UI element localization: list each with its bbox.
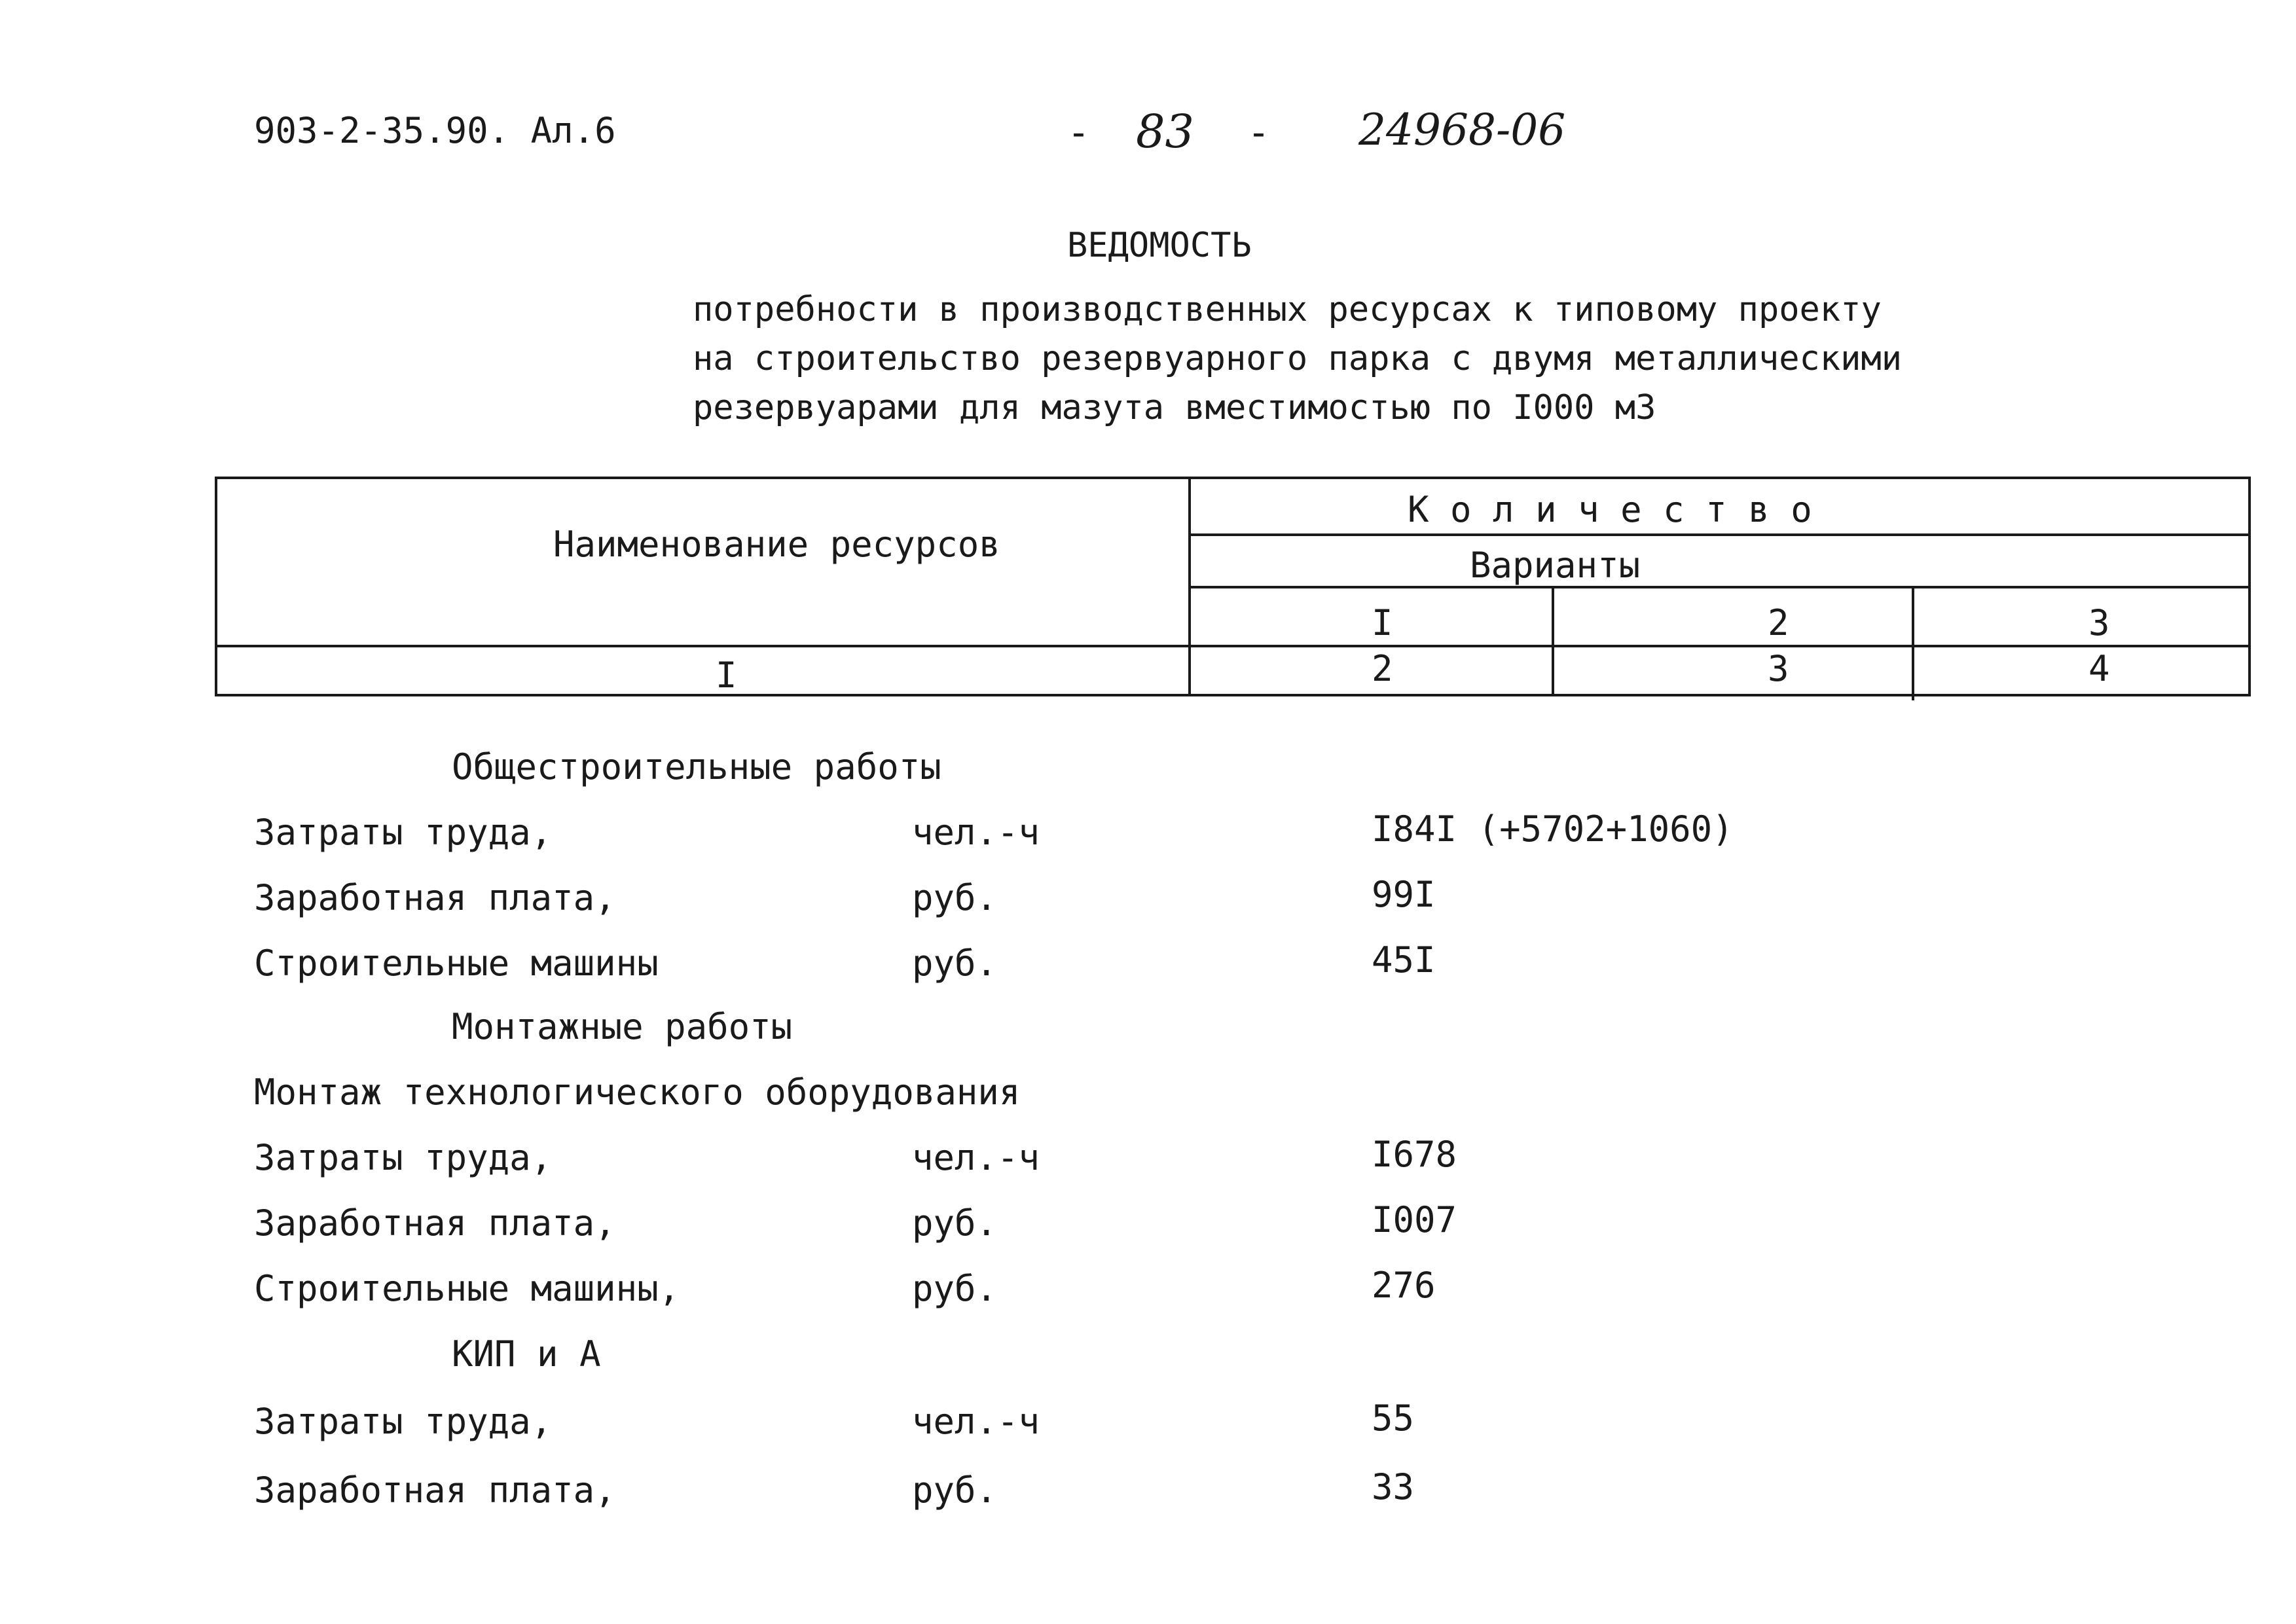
column-number-4: 4 xyxy=(2088,648,2110,689)
row-label: Заработная плата, xyxy=(254,1470,616,1511)
row-unit: руб. xyxy=(912,1268,998,1309)
header-variant-1: I xyxy=(1372,602,1393,643)
header-variant-3: 3 xyxy=(2088,602,2110,643)
subtitle-line-3: резервуарами для мазута вместимостью по I000 м3 xyxy=(693,388,1656,427)
section-title-general-construction: Общестроительные работы xyxy=(452,746,941,787)
row-value: 55 xyxy=(1372,1398,1415,1439)
row-label: Заработная плата, xyxy=(254,1202,616,1244)
page-dash-right: - xyxy=(1247,110,1270,154)
page-dash-left: - xyxy=(1067,110,1090,154)
row-unit: руб. xyxy=(912,877,998,918)
row-value: 276 xyxy=(1372,1265,1436,1306)
row-label: Затраты труда, xyxy=(254,1401,553,1442)
header-variant-2: 2 xyxy=(1768,602,1789,643)
row-label: Затраты труда, xyxy=(254,1137,553,1178)
table-line-header-bottom xyxy=(215,645,2251,647)
page-number: 83 xyxy=(1136,105,1195,158)
subtitle-line-2: на строительство резервуарного парка с двумя металлическими xyxy=(693,339,1903,378)
column-number-3: 3 xyxy=(1768,648,1789,689)
row-label: Затраты труда, xyxy=(254,812,553,853)
row-value: I007 xyxy=(1372,1199,1457,1240)
subtitle-line-1: потребности в производственных ресурсах к типовому проекту xyxy=(693,290,1882,329)
row-value: 33 xyxy=(1372,1466,1415,1507)
row-value: 45I xyxy=(1372,939,1436,981)
inventory-number: 24968-06 xyxy=(1358,105,1566,155)
row-label: Строительные машины, xyxy=(254,1268,680,1309)
section-subtitle-equipment: Монтаж технологического оборудования xyxy=(254,1072,1021,1113)
table-left-border xyxy=(215,477,217,696)
section-title-installation: Монтажные работы xyxy=(452,1006,793,1047)
document-title: ВЕДОМОСТЬ xyxy=(1067,226,1252,265)
column-number-1: I xyxy=(716,655,737,696)
section-title-instrumentation: КИП и А xyxy=(452,1333,601,1375)
table-top-border xyxy=(215,477,2251,479)
row-unit: руб. xyxy=(912,1202,998,1244)
table-divider-name xyxy=(1188,477,1191,696)
table-line-quantity xyxy=(1188,533,2251,536)
row-unit: руб. xyxy=(912,943,998,984)
row-unit: чел.-ч xyxy=(912,1137,1040,1178)
row-unit: чел.-ч xyxy=(912,812,1040,853)
table-bottom-border xyxy=(215,694,2251,696)
table-divider-v3 xyxy=(1912,586,1914,700)
row-unit: чел.-ч xyxy=(912,1401,1040,1442)
header-quantity: К о л и ч е с т в о xyxy=(1408,489,1812,530)
table-right-border xyxy=(2248,477,2251,696)
row-value: 99I xyxy=(1372,874,1436,915)
header-variants: Варианты xyxy=(1470,545,1641,586)
table-line-variants xyxy=(1188,586,2251,588)
row-unit: руб. xyxy=(912,1470,998,1511)
header-resource-name: Наименование ресурсов xyxy=(553,524,1000,565)
row-label: Строительные машины xyxy=(254,943,659,984)
row-value: I678 xyxy=(1372,1134,1457,1175)
document-code: 903-2-35.90. Ал.6 xyxy=(254,110,616,151)
column-number-2: 2 xyxy=(1372,648,1393,689)
row-label: Заработная плата, xyxy=(254,877,616,918)
row-value: I84I (+5702+1060) xyxy=(1372,808,1734,850)
table-divider-v2 xyxy=(1552,586,1554,696)
